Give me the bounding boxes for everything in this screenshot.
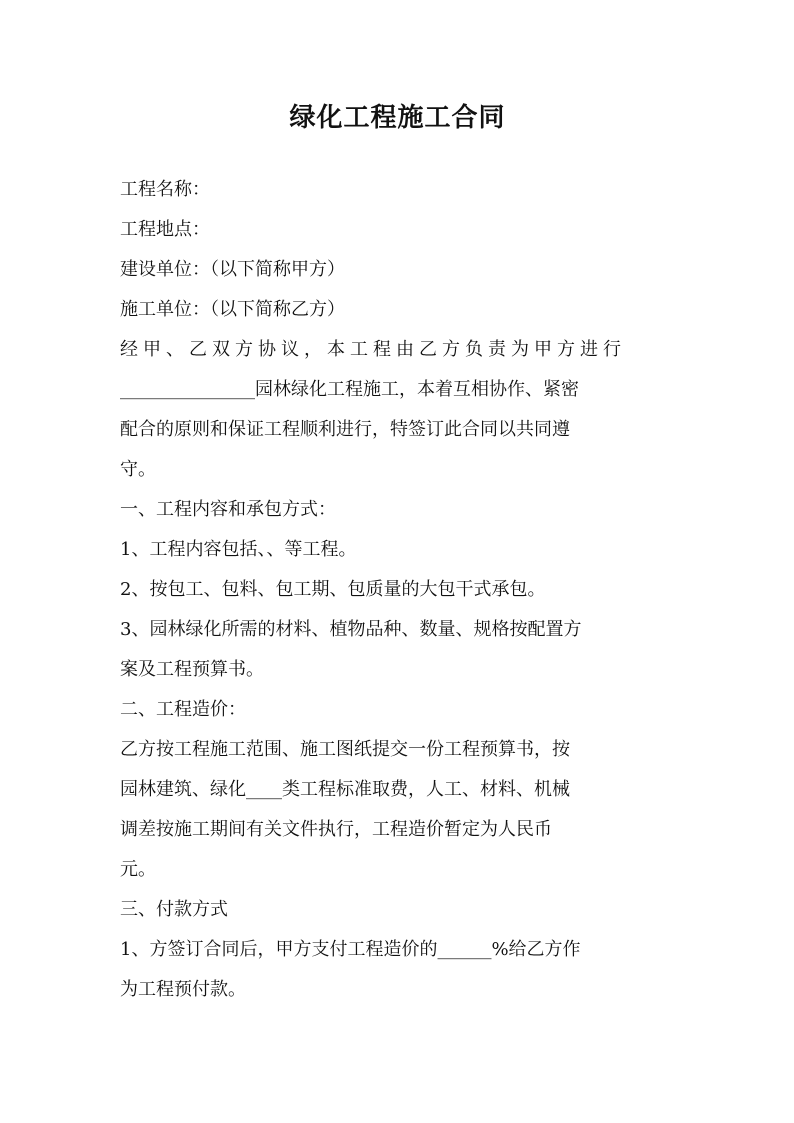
intro-line-3: 配合的原则和保证工程顺利进行，特签订此合同以共同遵 <box>120 419 570 440</box>
field-project-location: 工程地点： <box>120 219 210 240</box>
section-2-line-4: 元。 <box>120 859 156 880</box>
section-2-heading: 二、工程造价： <box>120 699 246 720</box>
field-project-name: 工程名称： <box>120 179 210 200</box>
section-2-line-3: 调差按施工期间有关文件执行，工程造价暂定为人民币 <box>120 819 552 840</box>
section-3-item-1-line-1: 1、方签订合同后，甲方支付工程造价的______%给乙方作 <box>120 939 581 960</box>
document-title: 绿化工程施工合同 <box>289 103 506 133</box>
section-2-line-2: 园林建筑、绿化____类工程标准取费，人工、材料、机械 <box>120 779 570 800</box>
intro-line-1: 经甲、乙双方协议，本工程由乙方负责为甲方进行 <box>120 339 626 360</box>
intro-line-2: _______________园林绿化工程施工，本着互相协作、紧密 <box>120 379 579 400</box>
section-1-item-2: 2、按包工、包料、包工期、包质量的大包干式承包。 <box>120 579 546 600</box>
field-contractor-unit: 施工单位：（以下简称乙方） <box>120 299 345 320</box>
section-1-item-3-line-2: 案及工程预算书。 <box>120 659 264 680</box>
document-body <box>120 100 675 1010</box>
section-3-heading: 三、付款方式 <box>120 899 228 920</box>
section-3-item-1-line-2: 为工程预付款。 <box>120 979 246 1000</box>
intro-line-4: 守。 <box>120 459 156 480</box>
section-2-line-1: 乙方按工程施工范围、施工图纸提交一份工程预算书，按 <box>120 739 570 760</box>
section-1-item-3-line-1: 3、园林绿化所需的材料、植物品种、数量、规格按配置方 <box>120 619 582 640</box>
field-client-unit: 建设单位：（以下简称甲方） <box>120 259 345 280</box>
section-1-heading: 一、工程内容和承包方式： <box>120 499 336 520</box>
section-1-item-1: 1、工程内容包括、、等工程。 <box>120 539 357 560</box>
